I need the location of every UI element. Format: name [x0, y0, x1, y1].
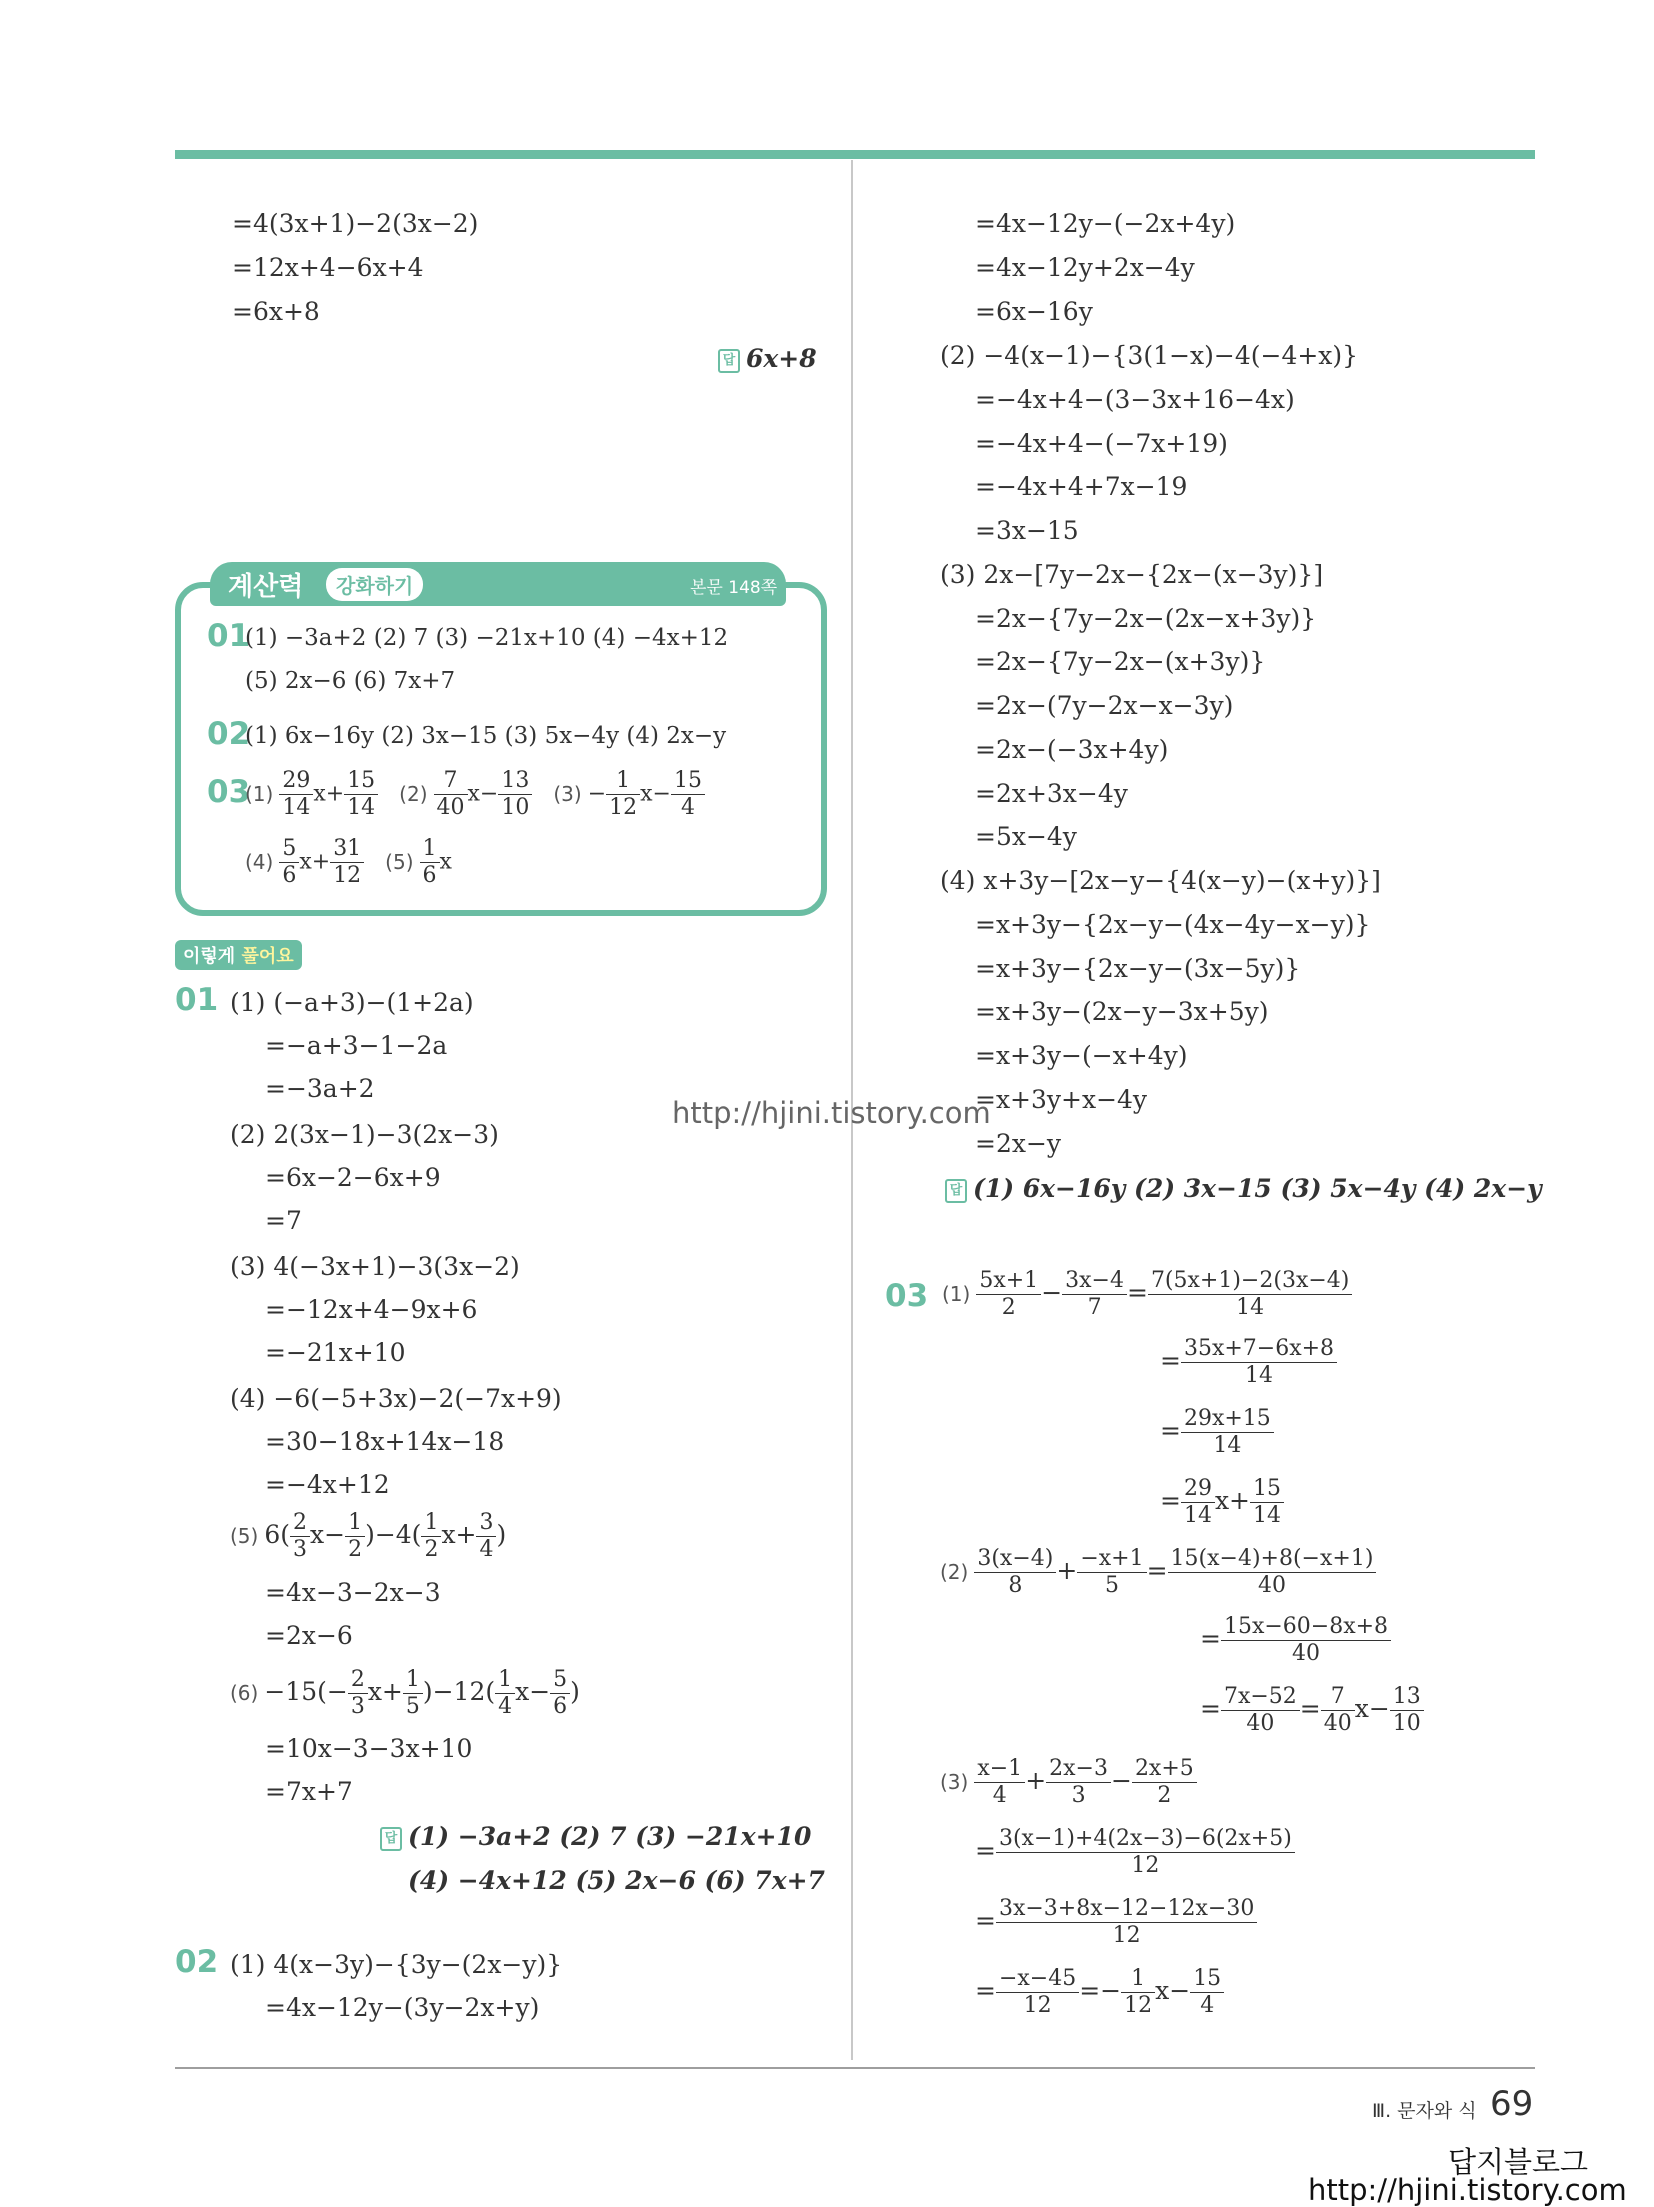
summary-q1-num: 01 — [207, 618, 251, 654]
answer-icon: 답 — [945, 1179, 967, 1203]
s01-num: 01 — [175, 982, 219, 1018]
s03-p1-row2: = $\frac{35x+7-6x+8}{14}$ — [1160, 1336, 1337, 1389]
answer-icon: 답 — [380, 1827, 402, 1851]
s03-p3-row2: = $\frac{3(x-1)+4(2x-3)-6(2x+5)}{12}$ — [975, 1826, 1295, 1879]
s01-line: =−21x+10 — [265, 1338, 406, 1367]
s03-p2-row3: = $\frac{7x-52}{40}$ = $\frac{7}{40}$ x− $\frac{13}{10}$ — [1200, 1684, 1424, 1737]
summary-pill: 강화하기 — [326, 568, 423, 601]
s03-p1-row1: (1) $\frac{5x+1}{2}$ − $\frac{3x-4}{7}$ = $\frac{7(5x+1)-2(3x-4)}{14}$ — [942, 1268, 1352, 1321]
s01-line: =7x+7 — [265, 1777, 353, 1806]
s01-line: =6x−2−6x+9 — [265, 1163, 441, 1192]
s03-p1-row3: = $\frac{29x+15}{14}$ — [1160, 1406, 1274, 1459]
s01-p6: (6) −15(− $\frac{2}{3}$ x+ $\frac{1}{5}$ )−12( $\frac{1}{4}$ x− $\frac{5}{6}$ ) — [230, 1667, 580, 1719]
s01-line: =−a+3−1−2a — [265, 1031, 448, 1060]
s02-line: =x+3y−(−x+4y) — [975, 1041, 1188, 1070]
intro-line: =12x+4−6x+4 — [232, 253, 424, 282]
s02-line: =2x−y — [975, 1129, 1062, 1158]
answer-icon: 답 — [718, 349, 740, 373]
s02-line: (3) 2x−[7y−2x−{2x−(x−3y)}] — [940, 560, 1324, 589]
s03-p3-row3: = $\frac{3x-3+8x-12-12x-30}{12}$ — [975, 1896, 1257, 1949]
s03-p3-row4: = $\frac{-x-45}{12}$ =− $\frac{1}{12}$ x− $\frac{15}{4}$ — [975, 1966, 1224, 2019]
s03-p2-row1: (2) $\frac{3(x-4)}{8}$ + $\frac{-x+1}{5}$ = $\frac{15(x-4)+8(-x+1)}{40}$ — [940, 1546, 1376, 1599]
page-number: 69 — [1490, 2084, 1534, 2124]
s02-line: =4x−12y+2x−4y — [975, 253, 1195, 282]
s01-line: (4) −6(−5+3x)−2(−7x+9) — [230, 1384, 562, 1413]
s01-line: =30−18x+14x−18 — [265, 1427, 505, 1456]
s01-line: =7 — [265, 1206, 302, 1235]
s01-line: (1) (−a+3)−(1+2a) — [230, 988, 474, 1017]
summary-q1-line: (5) 2x−6 (6) 7x+7 — [245, 668, 456, 694]
summary-title: 계산력 — [228, 572, 304, 602]
s02-line: =−4x+4+7x−19 — [975, 472, 1188, 501]
summary-q2-num: 02 — [207, 716, 251, 752]
s02-line: (1) 4(x−3y)−{3y−(2x−y)} — [230, 1950, 563, 1979]
s01-line: =4x−3−2x−3 — [265, 1578, 441, 1607]
summary-q1-line: (1) −3a+2 (2) 7 (3) −21x+10 (4) −4x+12 — [245, 625, 729, 651]
s02-line: =4x−12y−(3y−2x+y) — [265, 1993, 540, 2022]
intro-line: =4(3x+1)−2(3x−2) — [232, 209, 479, 238]
s02-line: =−4x+4−(3−3x+16−4x) — [975, 385, 1295, 414]
footer-section: Ⅲ. 문자와 식 — [1372, 2100, 1477, 2122]
s02-line: =5x−4y — [975, 822, 1077, 851]
s02-line: =4x−12y−(−2x+4y) — [975, 209, 1236, 238]
s01-line: =−4x+12 — [265, 1470, 390, 1499]
s02-line: =3x−15 — [975, 516, 1079, 545]
solve-tag: 이렇게 풀어요 — [175, 940, 302, 970]
s02-line: =x+3y−(2x−y−3x+5y) — [975, 997, 1269, 1026]
s02-line: =2x−{7y−2x−(2x−x+3y)} — [975, 604, 1317, 633]
summary-q3-row1: (1) $\frac{29}{14}$ x+ $\frac{15}{14}$ (2) $\frac{7}{40}$ x− $\frac{13}{10}$ (3) − $\frac{1}{12}$ x− $\frac{15}{4}$ — [245, 768, 705, 821]
s02-line: =2x+3x−4y — [975, 779, 1128, 808]
s02-line: =−4x+4−(−7x+19) — [975, 429, 1228, 458]
summary-q3-row2: (4) $\frac{5}{6}$ x+ $\frac{31}{12}$ (5) $\frac{1}{6}$ x — [245, 836, 452, 888]
summary-q3-num: 03 — [207, 774, 251, 810]
s03-p3-row1: (3) $\frac{x-1}{4}$ + $\frac{2x-3}{3}$ − $\frac{2x+5}{2}$ — [940, 1756, 1197, 1809]
summary-ref: 본문 148쪽 — [690, 578, 778, 598]
s03-p2-row2: = $\frac{15x-60-8x+8}{40}$ — [1200, 1614, 1391, 1667]
s02-line: (4) x+3y−[2x−y−{4(x−y)−(x+y)}] — [940, 866, 1381, 895]
s01-line: =10x−3−3x+10 — [265, 1734, 473, 1763]
s01-line: (2) 2(3x−1)−3(2x−3) — [230, 1120, 499, 1149]
watermark-url: http://hjini.tistory.com — [672, 1096, 991, 1130]
s01-p5: (5) 6( $\frac{2}{3}$ x− $\frac{1}{2}$ )−4( $\frac{1}{2}$ x+ $\frac{3}{4}$ ) — [230, 1510, 507, 1562]
s02-num: 02 — [175, 1944, 219, 1980]
top-accent-bar — [175, 150, 1535, 159]
intro-line: =6x+8 — [232, 297, 320, 326]
s02-line: =2x−(−3x+4y) — [975, 735, 1169, 764]
s02-line: (2) −4(x−1)−{3(1−x)−4(−4+x)} — [940, 341, 1359, 370]
bottom-rule — [175, 2067, 1535, 2069]
s01-line: =−3a+2 — [265, 1074, 375, 1103]
s03-p1-row4: = $\frac{29}{14}$ x+ $\frac{15}{14}$ — [1160, 1476, 1284, 1529]
s02-answer: 답 (1) 6x−16y (2) 3x−15 (3) 5x−4y (4) 2x−y — [945, 1172, 1542, 1206]
summary-q2-line: (1) 6x−16y (2) 3x−15 (3) 5x−4y (4) 2x−y — [245, 723, 727, 749]
s03-num: 03 — [885, 1278, 929, 1314]
s02-line: =x+3y−{2x−y−(3x−5y)} — [975, 954, 1301, 983]
s02-line: =x+3y−{2x−y−(4x−4y−x−y)} — [975, 910, 1371, 939]
intro-answer: 답 6x+8 — [718, 342, 817, 376]
blog-url: http://hjini.tistory.com — [1308, 2173, 1627, 2207]
s02-line: =6x−16y — [975, 297, 1093, 326]
s02-line: =2x−{7y−2x−(x+3y)} — [975, 647, 1266, 676]
blog-name: 답지블로그 — [1448, 2145, 1589, 2179]
s01-line: (3) 4(−3x+1)−3(3x−2) — [230, 1252, 520, 1281]
s02-line: =2x−(7y−2x−x−3y) — [975, 691, 1234, 720]
s02-line: =x+3y+x−4y — [975, 1085, 1148, 1114]
s01-answer: (4) −4x+12 (5) 2x−6 (6) 7x+7 — [408, 1866, 825, 1895]
s01-line: =−12x+4−9x+6 — [265, 1295, 478, 1324]
s01-line: =2x−6 — [265, 1621, 353, 1650]
s01-answer: 답 (1) −3a+2 (2) 7 (3) −21x+10 — [380, 1820, 811, 1854]
